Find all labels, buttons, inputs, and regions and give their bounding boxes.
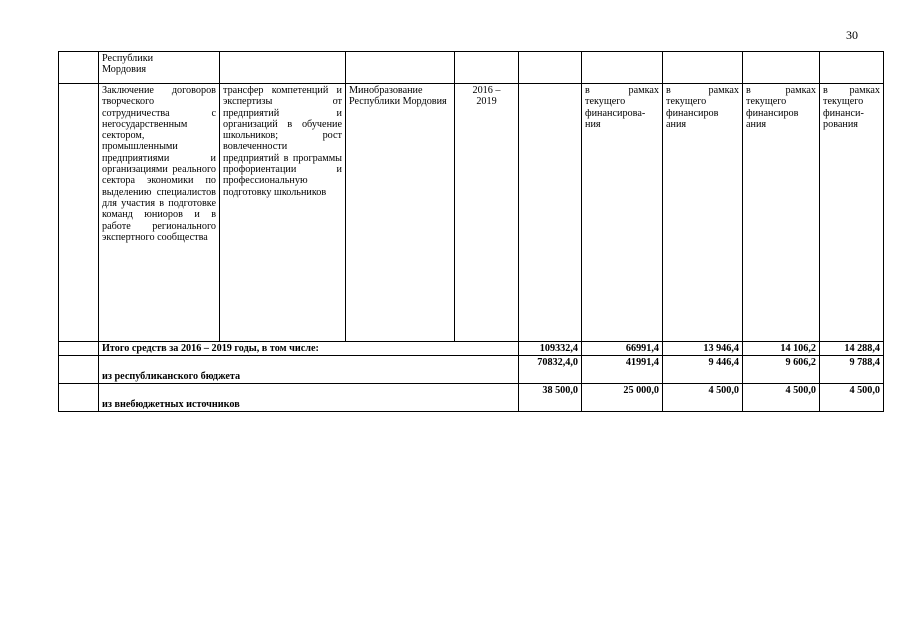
- number-cell: [59, 342, 99, 356]
- result-cell: [220, 52, 346, 84]
- republican-budget-2018: 9 606,2: [743, 356, 820, 384]
- year-2017-cell: [663, 52, 743, 84]
- extrabudgetary-2018: 4 500,0: [743, 384, 820, 412]
- program-table: [58, 51, 884, 412]
- period-cell: [455, 52, 519, 84]
- total-cell: [519, 84, 582, 342]
- page-number: 30: [846, 28, 858, 42]
- extrabudgetary-2016: 25 000,0: [582, 384, 663, 412]
- result-cell: трансфер компетенций и экспертизы от предприятий и организаций в обучение школьников; рост вовлеченности предприятий в программы профориентации и профессиональную подготовку школьников: [220, 84, 346, 342]
- extrabudgetary-label: из внебюджетных источников: [99, 384, 519, 412]
- year-2018-cell: в рамках текущего финансиров ания: [743, 84, 820, 342]
- republican-budget-2019: 9 788,4: [820, 356, 884, 384]
- year-2019-cell: [820, 52, 884, 84]
- number-cell: [59, 84, 99, 342]
- year-2016-cell: [582, 52, 663, 84]
- extrabudgetary-2017: 4 500,0: [663, 384, 743, 412]
- republican-budget-sum: 70832,4,0: [519, 356, 582, 384]
- republican-budget-label: из республиканского бюджета: [99, 356, 519, 384]
- header-row: [59, 52, 884, 84]
- year-2016-cell: в рамках текущего финансирова-ния: [582, 84, 663, 342]
- total-2018: 14 106,2: [743, 342, 820, 356]
- year-2017-cell: в рамках текущего финансиров ания: [663, 84, 743, 342]
- total-2017: 13 946,4: [663, 342, 743, 356]
- total-2019: 14 288,4: [820, 342, 884, 356]
- period-cell: 2016 – 2019: [455, 84, 519, 342]
- republican-budget-2017: 9 446,4: [663, 356, 743, 384]
- total-2016: 66991,4: [582, 342, 663, 356]
- activity-name-cell: Республики Мордовия: [99, 52, 220, 84]
- year-2019-cell: в рамках текущего финанси-рования: [820, 84, 884, 342]
- total-cell: [519, 52, 582, 84]
- total-sum: 109332,4: [519, 342, 582, 356]
- republican-budget-row: [59, 356, 884, 384]
- total-label: Итого средств за 2016 – 2019 годы, в том числе:: [99, 342, 519, 356]
- number-cell: [59, 52, 99, 84]
- extrabudgetary-row: [59, 384, 884, 412]
- activity-name-cell: Заключение договоров творческого сотрудничества с негосударственным сектором, промышленными предприятиями и организациями реального сектора экономики по выделению специалистов для участия в подготовке команд юниоров и в работе регионального экспертного сообщества: [99, 84, 220, 342]
- activity-row: [59, 84, 884, 342]
- republican-budget-2016: 41991,4: [582, 356, 663, 384]
- executor-cell: [346, 52, 455, 84]
- executor-cell: Минобразование Республики Мордовия: [346, 84, 455, 342]
- number-cell: [59, 356, 99, 384]
- number-cell: [59, 384, 99, 412]
- extrabudgetary-2019: 4 500,0: [820, 384, 884, 412]
- total-row: [59, 342, 884, 356]
- extrabudgetary-sum: 38 500,0: [519, 384, 582, 412]
- year-2018-cell: [743, 52, 820, 84]
